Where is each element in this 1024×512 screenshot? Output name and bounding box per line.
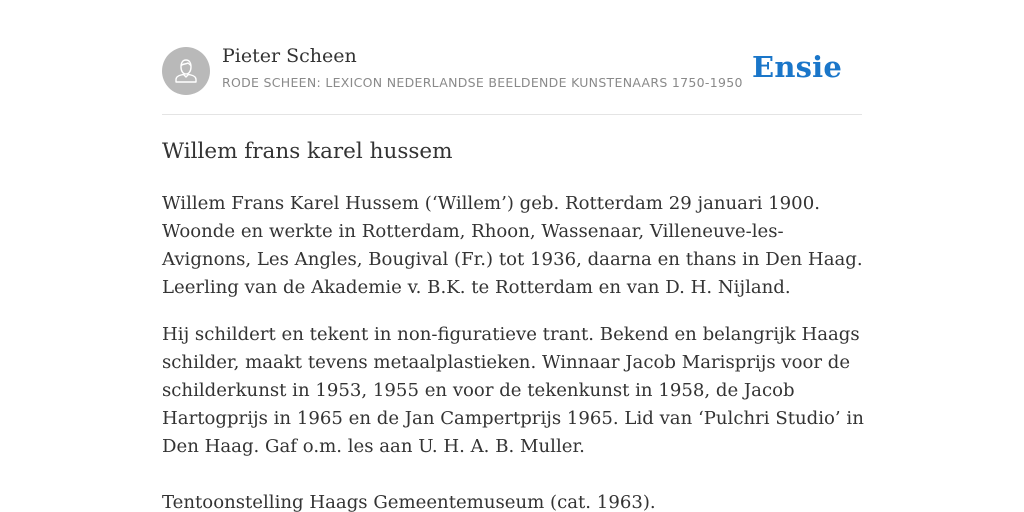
page-container — [162, 0, 864, 512]
page-title: Willem frans karel hussem — [162, 139, 453, 164]
article-header — [162, 0, 862, 115]
article-paragraph: Hij schildert en tekent in non-figuratieve trant. Bekend en belangrijk Haags schilder, maakt tevens metaalplastieken. Winnaar Jacob Marisprijs voor de schilderkunst in 1953, 1955 en voor de tekenkunst in 1958, de Jacob Hartogprijs in 1965 en de Jan Campertprijs 1965. Lid van ‘Pulchri Studio’ in Den Haag. Gaf o.m. les aan U. H. A. B. Muller. — [162, 324, 864, 457]
brand-logo[interactable]: Ensie — [752, 50, 842, 84]
article-paragraph: Willem Frans Karel Hussem (‘Willem’) geb. Rotterdam 29 januari 1900. Woonde en werkte in Rotterdam, Rhoon, Wassenaar, Villeneuve-les-Avignons, Les Angles, Bougival (Fr.) tot 1936, daarna en thans in Den Haag. Leerling van de Akademie v. B.K. te Rotterdam en van D. H. Nijland. — [162, 193, 863, 298]
author-name[interactable]: Pieter Scheen — [222, 45, 357, 67]
article-paragraph: Tentoonstelling Haags Gemeentemuseum (cat. 1963). — [162, 492, 656, 512]
user-icon-graphic — [162, 47, 210, 95]
source-title[interactable]: RODE SCHEEN: LEXICON NEDERLANDSE BEELDENDE KUNSTENAARS 1750-1950 — [222, 75, 743, 90]
user-icon[interactable] — [162, 47, 210, 95]
